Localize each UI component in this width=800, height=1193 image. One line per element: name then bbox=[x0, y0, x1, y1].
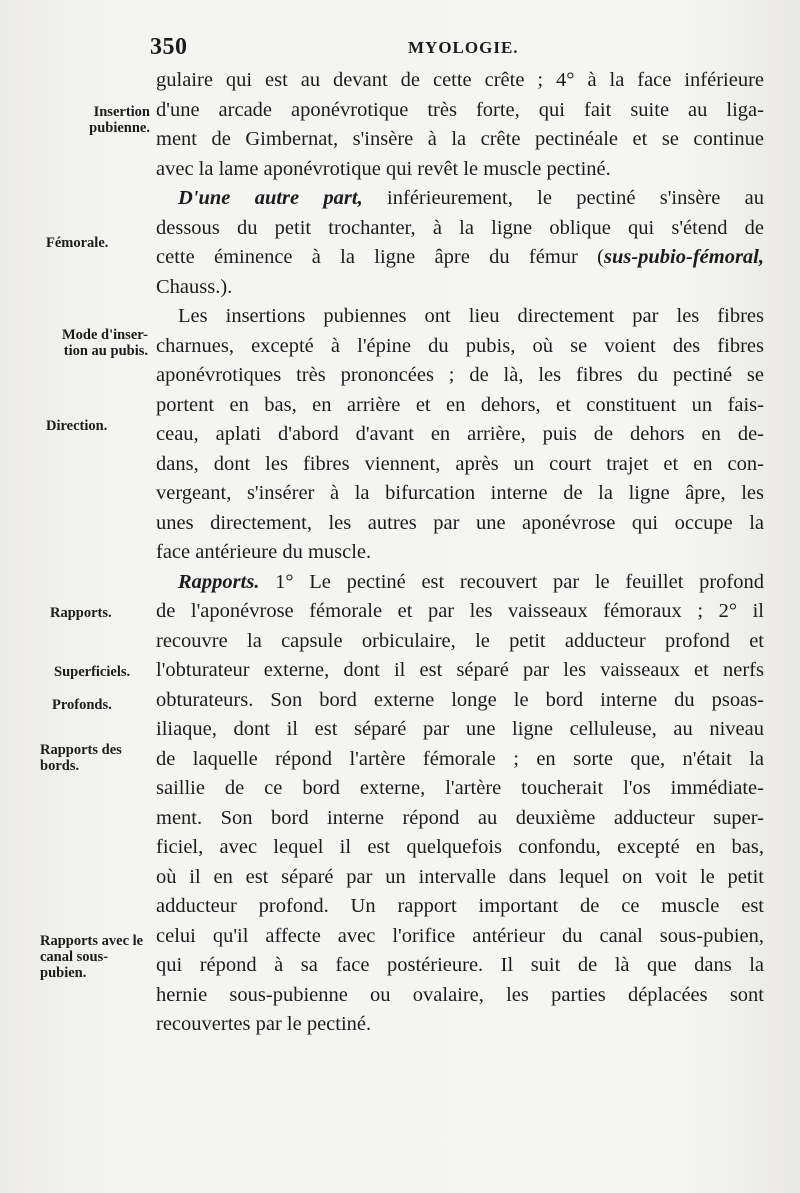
body-text bbox=[156, 66, 764, 1040]
text-line: dessous du petit trochanter, à la ligne oblique qui s'étend de bbox=[156, 216, 764, 239]
paragraph-2 bbox=[156, 184, 764, 302]
paragraph-4 bbox=[156, 568, 764, 1040]
text-line: face antérieure du muscle. bbox=[156, 541, 372, 563]
text-line bbox=[156, 568, 764, 598]
margin-note-direction: Direction. bbox=[46, 418, 108, 434]
paragraph-1 bbox=[156, 66, 764, 184]
text-line: de l'aponévrose fémorale et par les vaisseaux fémoraux ; 2° il bbox=[156, 600, 764, 622]
text-line: recouvre la capsule orbiculaire, le petit adducteur profond et bbox=[156, 629, 764, 652]
margin-note-rapports: Rapports. bbox=[50, 605, 112, 621]
text-line bbox=[156, 243, 764, 273]
text-line: unes directement, les autres par une aponévrose qui occupe la bbox=[156, 511, 764, 534]
text-line: saillie de ce bord externe, l'artère toucherait l'os immédiate- bbox=[156, 777, 764, 799]
text-line: adducteur profond. Un rapport important de ce muscle est bbox=[156, 895, 764, 917]
italic-term: sus-pubio-fémoral, bbox=[603, 246, 764, 268]
text-line: ceau, aplati d'abord d'avant en arrière, puis de dehors en de- bbox=[156, 423, 764, 445]
text-line: qui répond à sa face postérieure. Il suit de là que dans la bbox=[156, 954, 764, 976]
text-line: ment de Gimbernat, s'insère à la crête pectinéale et se continue bbox=[156, 128, 764, 150]
text-line: dans, dont les fibres viennent, après un court trajet et en con- bbox=[156, 452, 764, 475]
text-line: de laquelle répond l'artère fémorale ; en sorte que, n'était la bbox=[156, 747, 764, 770]
lead-italic: Rapports. bbox=[178, 570, 260, 593]
text-line: d'une arcade aponévrotique très forte, qui fait suite au liga- bbox=[156, 98, 764, 121]
text-line: Les insertions pubiennes ont lieu directement par les fibres bbox=[178, 305, 764, 327]
margin-note-rapports-canal: Rapports avec le canal sous-pubien. bbox=[40, 933, 144, 981]
text-line: recouvertes par le pectiné. bbox=[156, 1013, 372, 1035]
text-line: gulaire qui est au devant de cette crête ; 4° à la face inférieure bbox=[156, 69, 764, 91]
text-line bbox=[156, 184, 764, 214]
text-line: ficiel, avec lequel il est quelquefois confondu, excepté en bas, bbox=[156, 836, 764, 858]
margin-note-superficiels: Superficiels. bbox=[54, 664, 131, 680]
text-line: charnues, excepté à l'épine du pubis, où se voient des fibres bbox=[156, 334, 764, 357]
text-line: l'obturateur externe, dont il est séparé par les vaisseaux et nerfs bbox=[156, 659, 764, 681]
text-line-start: cette éminence à la ligne âpre du fémur ( bbox=[156, 246, 604, 268]
text-line: iliaque, dont il est séparé par une ligne celluleuse, au niveau bbox=[156, 718, 764, 740]
text-line-rest: 1° Le pectiné est recouvert par le feuillet profond bbox=[259, 570, 764, 593]
text-line: avec la lame aponévrotique qui revêt le muscle pectiné. bbox=[156, 157, 611, 180]
margin-note-insertion: Insertion pubienne. bbox=[89, 104, 150, 136]
margin-note-profonds: Profonds. bbox=[52, 697, 112, 713]
running-title: MYOLOGIE. bbox=[408, 38, 519, 57]
page-header bbox=[0, 34, 800, 64]
margin-note-mode-insertion: Mode d'inser-tion au pubis. bbox=[61, 327, 148, 359]
text-line: ment. Son bord interne répond au deuxième adducteur super- bbox=[156, 806, 764, 829]
lead-italic: D'une autre part, bbox=[178, 187, 363, 209]
text-line: hernie sous-pubienne ou ovalaire, les parties déplacées sont bbox=[156, 983, 764, 1006]
text-line: Chauss.). bbox=[156, 275, 233, 298]
text-line: aponévrotiques très prononcées ; de là, les fibres du pectiné se bbox=[156, 364, 764, 386]
text-line: celui qu'il affecte avec l'orifice antérieur du canal sous-pubien, bbox=[156, 924, 764, 947]
text-line: portent en bas, en arrière et en dehors, et constituent un fais- bbox=[156, 393, 764, 416]
margin-note-femorale: Fémorale. bbox=[46, 235, 109, 251]
page-number: 350 bbox=[150, 34, 188, 60]
paragraph-3 bbox=[156, 302, 764, 568]
text-line: où il en est séparé par un intervalle dans lequel on voit le petit bbox=[156, 865, 764, 888]
text-line: obturateurs. Son bord externe longe le bord interne du psoas- bbox=[156, 688, 764, 711]
margin-note-rapports-bords: Rapports des bords. bbox=[40, 742, 122, 774]
text-line-rest: inférieurement, le pectiné s'insère au bbox=[362, 187, 765, 209]
text-line: vergeant, s'insérer à la bifurcation interne de la ligne âpre, les bbox=[156, 482, 764, 504]
